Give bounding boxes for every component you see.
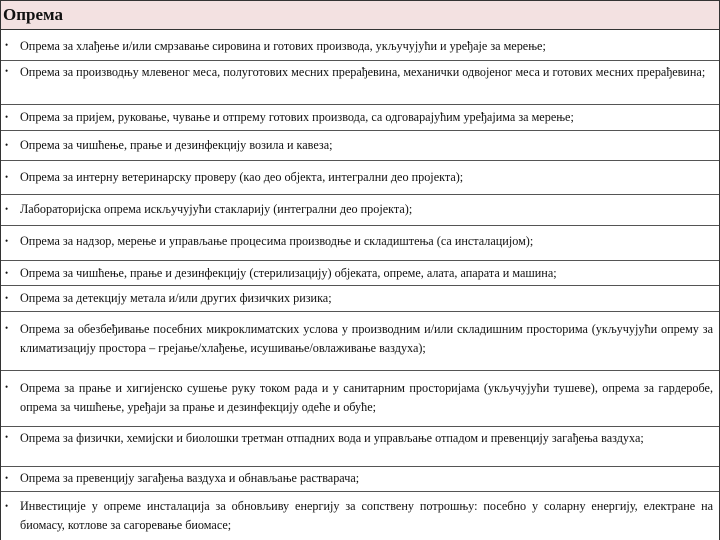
list-item-text: Опрема за производњу млевеног меса, полуготових месних прерађевина, механички одвојеног меса и готових месних прерађевина;: [20, 65, 706, 79]
list-item: [1, 261, 719, 286]
table-title: Опрема: [3, 5, 63, 24]
bullet-icon: •: [5, 293, 9, 303]
bullet-icon: •: [5, 140, 9, 150]
list-item: [1, 105, 719, 131]
list-item-text: Опрема за хлађење и/или смрзавање сировина и готових производа, укључујући и уређаје за мерење;: [20, 39, 546, 53]
bullet-icon: •: [5, 432, 9, 442]
list-item: [1, 131, 719, 161]
bullet-icon: •: [5, 323, 9, 333]
list-item-text: Опрема за прање и хигијенско сушење руку током рада и у санитарним просторијама (укључујући тушеве), опрема за гардеробе, опрема за чишћење, уређаји за прање и дезинфекцију одеће и обуће;: [20, 381, 713, 414]
bullet-icon: •: [5, 382, 9, 392]
list-item-text: Опрема за детекцију метала и/или других физичких ризика;: [20, 291, 332, 305]
bullet-icon: •: [5, 172, 9, 182]
bullet-icon: •: [5, 236, 9, 246]
list-item-text: Инвестиције у опреме инсталација за обновљиву енергију за сопствену потрошњу: посебно у соларну енергију, електране на биомасу, котлове за сагоревање биомасе;: [20, 499, 713, 532]
bullet-icon: •: [5, 501, 9, 511]
list-item: [1, 286, 719, 312]
list-item-text: Опрема за обезбеђивање посебних микроклиматских услова у производним и/или складишним просторима (укључујући опрему за климатизацију простора – грејање/хлађење, исушивање/овлаживање ваздуха);: [20, 322, 713, 355]
list-item: [1, 161, 719, 195]
table-header: [1, 0, 719, 30]
bullet-icon: •: [5, 40, 9, 50]
bullet-icon: •: [5, 66, 9, 76]
bullet-icon: •: [5, 112, 9, 122]
list-item-text: Лабораторијска опрема искључујући стакларију (интегрални део пројекта);: [20, 202, 413, 216]
bullet-icon: •: [5, 473, 9, 483]
list-item: [1, 427, 719, 467]
list-item-text: Опрема за превенцију загађења ваздуха и обнављање растварача;: [20, 471, 360, 485]
list-item: [1, 226, 719, 261]
list-item-text: Опрема за пријем, руковање, чување и отпрему готових производа, са одговарајућим уређајима за мерење;: [20, 110, 574, 124]
list-item-text: Опрема за чишћење, прање и дезинфекцију (стерилизацију) објеката, опреме, алата, апарата и машина;: [20, 266, 557, 280]
list-item: [1, 492, 719, 540]
list-item: [1, 61, 719, 105]
list-item-text: Опрема за чишћење, прање и дезинфекцију возила и кавеза;: [20, 138, 333, 152]
list-item-text: Опрема за физички, хемијски и биолошки третман отпадних вода и управљање отпадом и превенцију загађења ваздуха;: [20, 431, 644, 445]
bullet-icon: •: [5, 204, 9, 214]
list-item-text: Опрема за надзор, мерење и управљање процесима производње и складиштења (са инсталацијом);: [20, 234, 534, 248]
list-item: [1, 195, 719, 226]
bullet-icon: •: [5, 268, 9, 278]
list-item: [1, 30, 719, 61]
list-item: [1, 371, 719, 427]
list-item: [1, 467, 719, 492]
list-item: [1, 312, 719, 371]
list-item-text: Опрема за интерну ветеринарску проверу (као део објекта, интегрални део пројекта);: [20, 170, 464, 184]
